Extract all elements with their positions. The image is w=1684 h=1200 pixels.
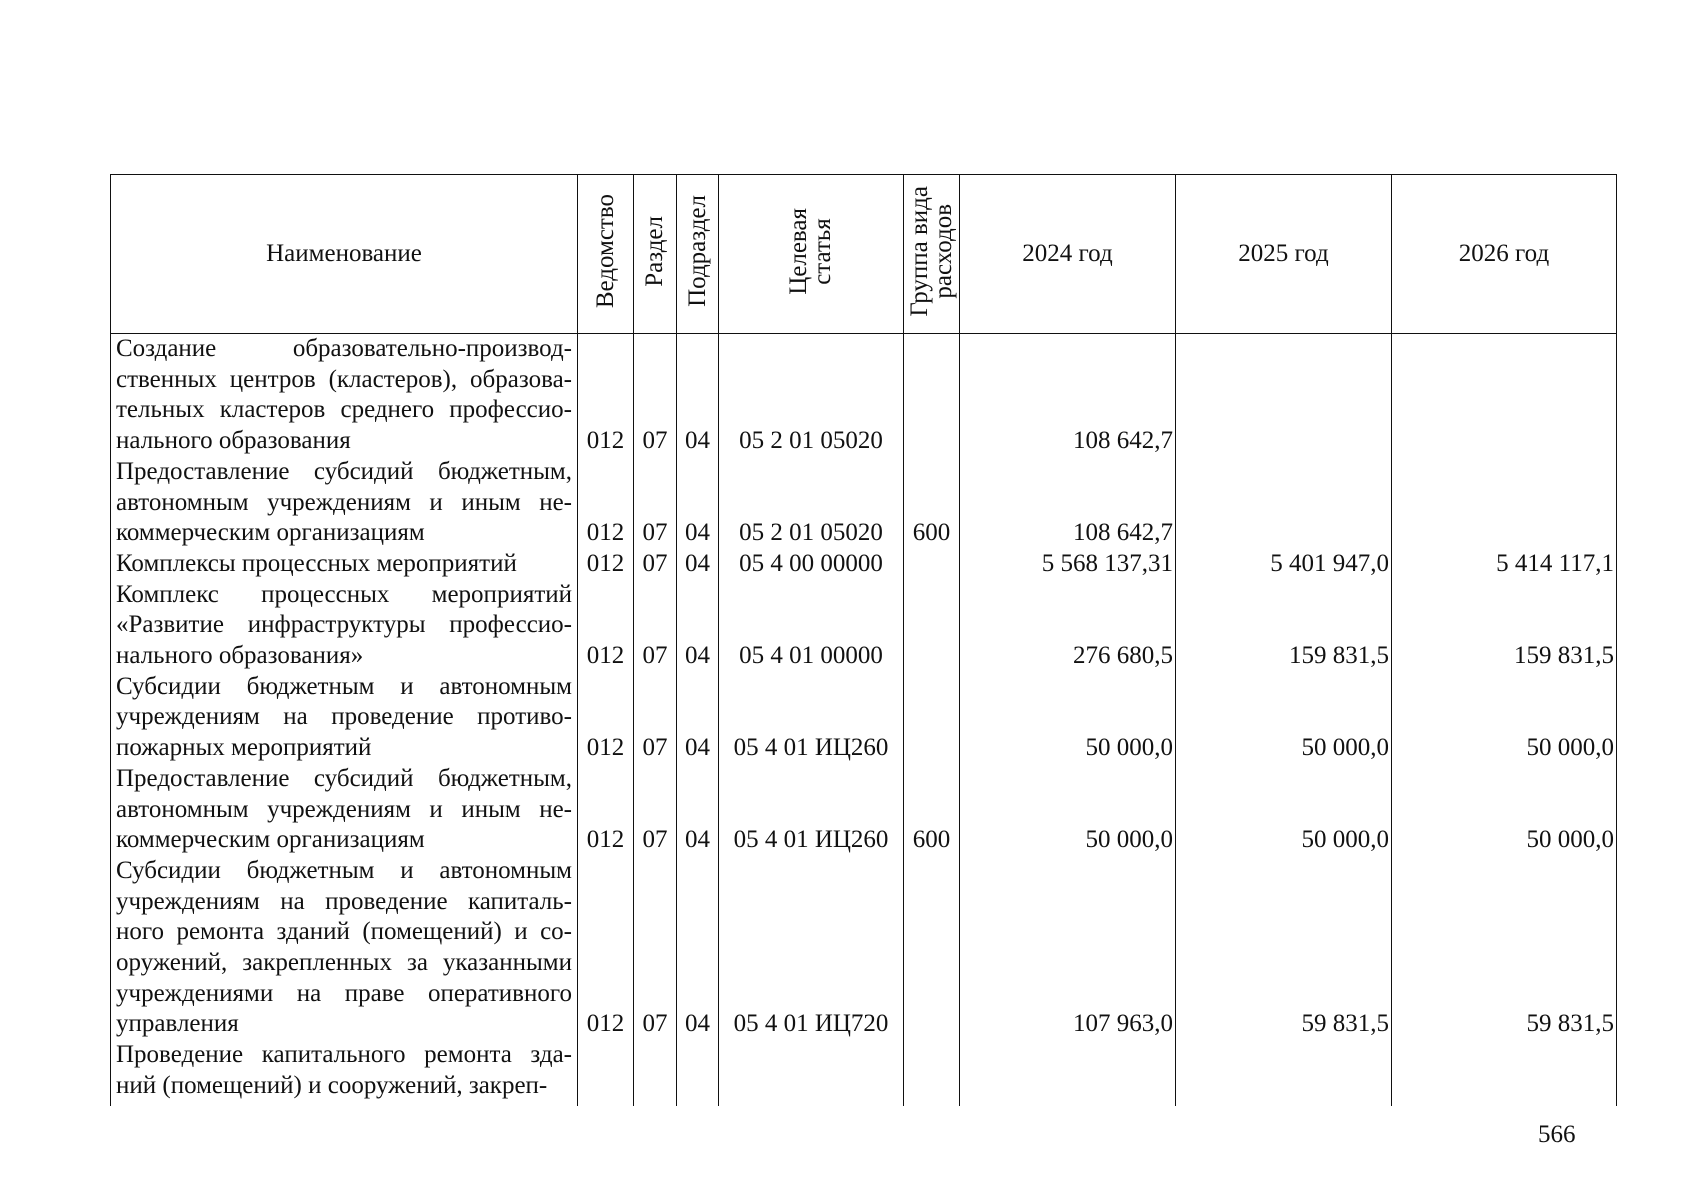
row-department: 012	[578, 334, 634, 457]
row-2025: 50 000,0	[1176, 672, 1392, 764]
header-2024: 2024 год	[960, 175, 1176, 334]
header-subsection: Подраздел	[677, 175, 719, 334]
header-2025: 2025 год	[1176, 175, 1392, 334]
row-name: Субсидии бюджетным и автономным учреждениям на проведение капиталь-ного ремонта зданий (помещений) и со-оружений, закрепленных за указанными учреждениями на праве оперативного управления	[111, 856, 578, 1040]
row-2026: 159 831,5	[1392, 580, 1617, 672]
row-2024: 276 680,5	[960, 580, 1176, 672]
row-2025: 159 831,5	[1176, 580, 1392, 672]
row-2026	[1392, 334, 1617, 457]
row-2026: 50 000,0	[1392, 672, 1617, 764]
table-row	[111, 764, 1617, 856]
row-section: 07	[634, 672, 677, 764]
row-subsection: 04	[677, 457, 719, 549]
row-2025: 5 401 947,0	[1176, 549, 1392, 580]
row-department: 012	[578, 764, 634, 856]
row-expense-group	[904, 334, 960, 457]
row-subsection: 04	[677, 580, 719, 672]
row-name: Предоставление субсидий бюджетным, автономным учреждениям и иным не-коммерческим организациям	[111, 457, 578, 549]
row-expense-group	[904, 549, 960, 580]
page-number: 566	[1538, 1121, 1576, 1148]
row-2024: 108 642,7	[960, 334, 1176, 457]
row-2024: 50 000,0	[960, 672, 1176, 764]
row-name: Субсидии бюджетным и автономным учреждениям на проведение противо-пожарных мероприятий	[111, 672, 578, 764]
row-2025	[1176, 334, 1392, 457]
row-target-article: 05 4 01 00000	[719, 580, 904, 672]
row-section: 07	[634, 580, 677, 672]
table-row	[111, 334, 1617, 457]
row-2024: 107 963,0	[960, 856, 1176, 1040]
row-name: Комплекс процессных мероприятий «Развитие инфраструктуры профессио-нального образования»	[111, 580, 578, 672]
row-expense-group: 600	[904, 457, 960, 549]
row-department: 012	[578, 856, 634, 1040]
row-2026: 50 000,0	[1392, 764, 1617, 856]
row-expense-group	[904, 856, 960, 1040]
row-department: 012	[578, 549, 634, 580]
row-2025	[1176, 457, 1392, 549]
row-department: 012	[578, 580, 634, 672]
table-header-row	[111, 175, 1617, 334]
row-2026	[1392, 1040, 1617, 1106]
row-target-article	[719, 1040, 904, 1106]
row-subsection: 04	[677, 334, 719, 457]
row-2026	[1392, 457, 1617, 549]
table-row	[111, 856, 1617, 1040]
row-target-article: 05 4 00 00000	[719, 549, 904, 580]
row-department: 012	[578, 672, 634, 764]
row-2024: 5 568 137,31	[960, 549, 1176, 580]
row-section: 07	[634, 549, 677, 580]
table-row	[111, 672, 1617, 764]
row-subsection	[677, 1040, 719, 1106]
budget-table	[110, 174, 1617, 1106]
row-department	[578, 1040, 634, 1106]
table-row	[111, 580, 1617, 672]
row-department: 012	[578, 457, 634, 549]
row-section: 07	[634, 856, 677, 1040]
row-expense-group	[904, 580, 960, 672]
row-2024: 50 000,0	[960, 764, 1176, 856]
row-section: 07	[634, 457, 677, 549]
table-row	[111, 1040, 1617, 1106]
header-name: Наименование	[111, 175, 578, 334]
row-name: Проведение капитального ремонта зда-ний (помещений) и сооружений, закреп-	[111, 1040, 578, 1106]
row-2024	[960, 1040, 1176, 1106]
row-target-article: 05 2 01 05020	[719, 457, 904, 549]
row-2026: 5 414 117,1	[1392, 549, 1617, 580]
row-expense-group: 600	[904, 764, 960, 856]
row-target-article: 05 2 01 05020	[719, 334, 904, 457]
row-name: Комплексы процессных мероприятий	[111, 549, 578, 580]
row-section: 07	[634, 764, 677, 856]
header-2026: 2026 год	[1392, 175, 1617, 334]
row-subsection: 04	[677, 549, 719, 580]
row-name: Предоставление субсидий бюджетным, автономным учреждениям и иным не-коммерческим организациям	[111, 764, 578, 856]
row-name: Создание образовательно-производ-ственных центров (кластеров), образова-тельных кластеров среднего профессио-нального образования	[111, 334, 578, 457]
header-department: Ведомство	[578, 175, 634, 334]
row-expense-group	[904, 1040, 960, 1106]
row-expense-group	[904, 672, 960, 764]
header-target-article: Целевая статья	[719, 175, 904, 334]
row-section	[634, 1040, 677, 1106]
row-target-article: 05 4 01 ИЦ720	[719, 856, 904, 1040]
table-row	[111, 457, 1617, 549]
table-row	[111, 549, 1617, 580]
header-section: Раздел	[634, 175, 677, 334]
row-2024: 108 642,7	[960, 457, 1176, 549]
row-subsection: 04	[677, 672, 719, 764]
row-2026: 59 831,5	[1392, 856, 1617, 1040]
header-expense-group: Группа вида расходов	[904, 175, 960, 334]
row-2025	[1176, 1040, 1392, 1106]
row-subsection: 04	[677, 856, 719, 1040]
row-section: 07	[634, 334, 677, 457]
row-target-article: 05 4 01 ИЦ260	[719, 764, 904, 856]
row-2025: 50 000,0	[1176, 764, 1392, 856]
row-target-article: 05 4 01 ИЦ260	[719, 672, 904, 764]
row-subsection: 04	[677, 764, 719, 856]
row-2025: 59 831,5	[1176, 856, 1392, 1040]
